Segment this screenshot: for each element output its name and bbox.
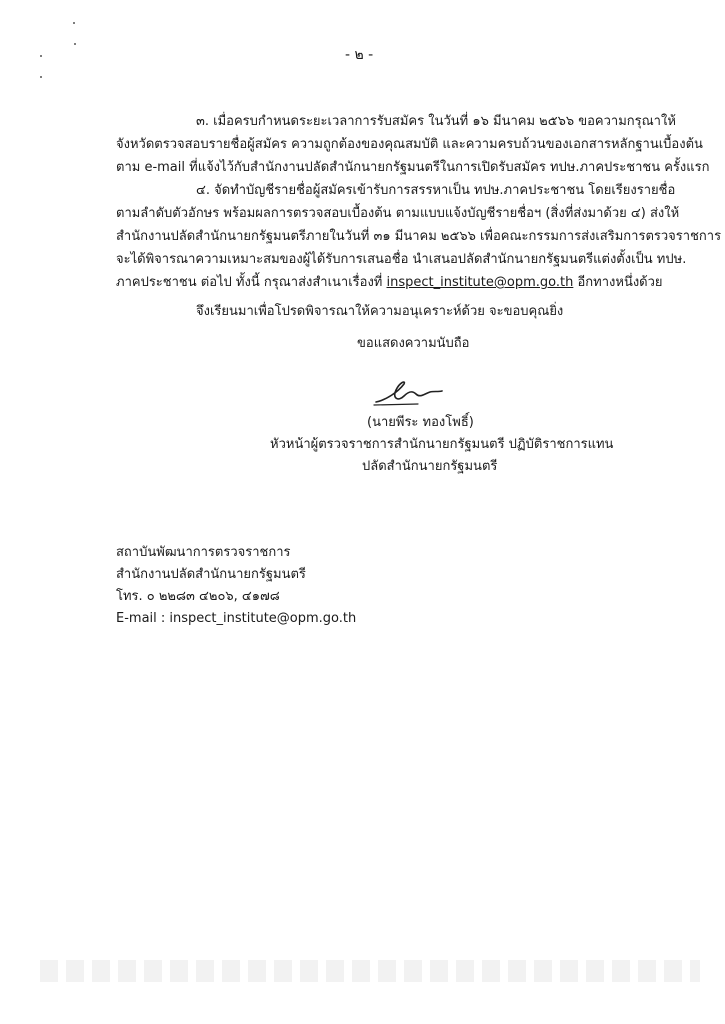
closing-sentence: จึงเรียนมาเพื่อโปรดพิจารณาให้ความอนุเคราะห์ด้วย จะขอบคุณยิ่ง bbox=[196, 304, 564, 319]
scan-speck bbox=[74, 43, 76, 45]
salutation: ขอแสดงความนับถือ bbox=[357, 336, 470, 351]
para3-line1: ๓. เมื่อครบกำหนดระยะเวลาการรับสมัคร ในวันที่ ๑๖ มีนาคม ๒๕๖๖ ขอความกรุณาให้ bbox=[196, 114, 676, 129]
scan-speck bbox=[40, 55, 42, 57]
footer-email[interactable]: E-mail : inspect_institute@opm.go.th bbox=[116, 611, 357, 626]
para4-line4: จะได้พิจารณาความเหมาะสมของผู้ได้รับการเสนอชื่อ นำเสนอปลัดสำนักนายกรัฐมนตรีแต่งตั้งเป็น ทปษ. bbox=[116, 252, 687, 267]
signatory-name: (นายพีระ ทองโพธิ์) bbox=[367, 415, 474, 430]
para4-line2: ตามลำดับตัวอักษร พร้อมผลการตรวจสอบเบื้องต้น ตามแบบแจ้งบัญชีรายชื่อฯ (สิ่งที่ส่งมาด้วย ๔) ส่งให้ bbox=[116, 206, 680, 221]
footer-org1: สถาบันพัฒนาการตรวจราชการ bbox=[116, 545, 291, 560]
para4-line5-prefix: ภาคประชาชน ต่อไป ทั้งนี้ กรุณาส่งสำเนาเรื่องที่ bbox=[116, 275, 387, 290]
para3-line2: จังหวัดตรวจสอบรายชื่อผู้สมัคร ความถูกต้องของคุณสมบัติ และความครบถ้วนของเอกสารหลักฐานเบื้องต้น bbox=[116, 137, 703, 152]
signatory-title-1: หัวหน้าผู้ตรวจราชการสำนักนายกรัฐมนตรี ปฏิบัติราชการแทน bbox=[270, 437, 614, 452]
para4-line1: ๔. จัดทำบัญชีรายชื่อผู้สมัครเข้ารับการสรรหาเป็น ทปษ.ภาคประชาชน โดยเรียงรายชื่อ bbox=[196, 183, 676, 198]
bleed-through-shadow bbox=[40, 960, 700, 982]
page-number: - ๒ - bbox=[345, 47, 374, 63]
para3-line3: ตาม e-mail ที่แจ้งไว้กับสำนักงานปลัดสำนักนายกรัฐมนตรีในการเปิดรับสมัคร ทปษ.ภาคประชาชน ครั้งแรก bbox=[116, 160, 710, 175]
para4-line5 bbox=[116, 274, 663, 291]
para4-line3: สำนักงานปลัดสำนักนายกรัฐมนตรีภายในวันที่ ๓๑ มีนาคม ๒๕๖๖ เพื่อคณะกรรมการส่งเสริมการตรวจราชการ bbox=[116, 229, 722, 244]
handwritten-signature bbox=[372, 378, 444, 412]
scan-speck bbox=[40, 76, 42, 78]
scan-speck bbox=[73, 22, 75, 24]
email-link[interactable]: inspect_institute@opm.go.th bbox=[386, 275, 574, 290]
signatory-title-2: ปลัดสำนักนายกรัฐมนตรี bbox=[362, 459, 498, 474]
footer-org2: สำนักงานปลัดสำนักนายกรัฐมนตรี bbox=[116, 567, 306, 582]
footer-phone: โทร. ๐ ๒๒๘๓ ๔๒๐๖, ๔๑๗๘ bbox=[116, 589, 280, 604]
para4-line5-suffix: อีกทางหนึ่งด้วย bbox=[573, 275, 663, 290]
